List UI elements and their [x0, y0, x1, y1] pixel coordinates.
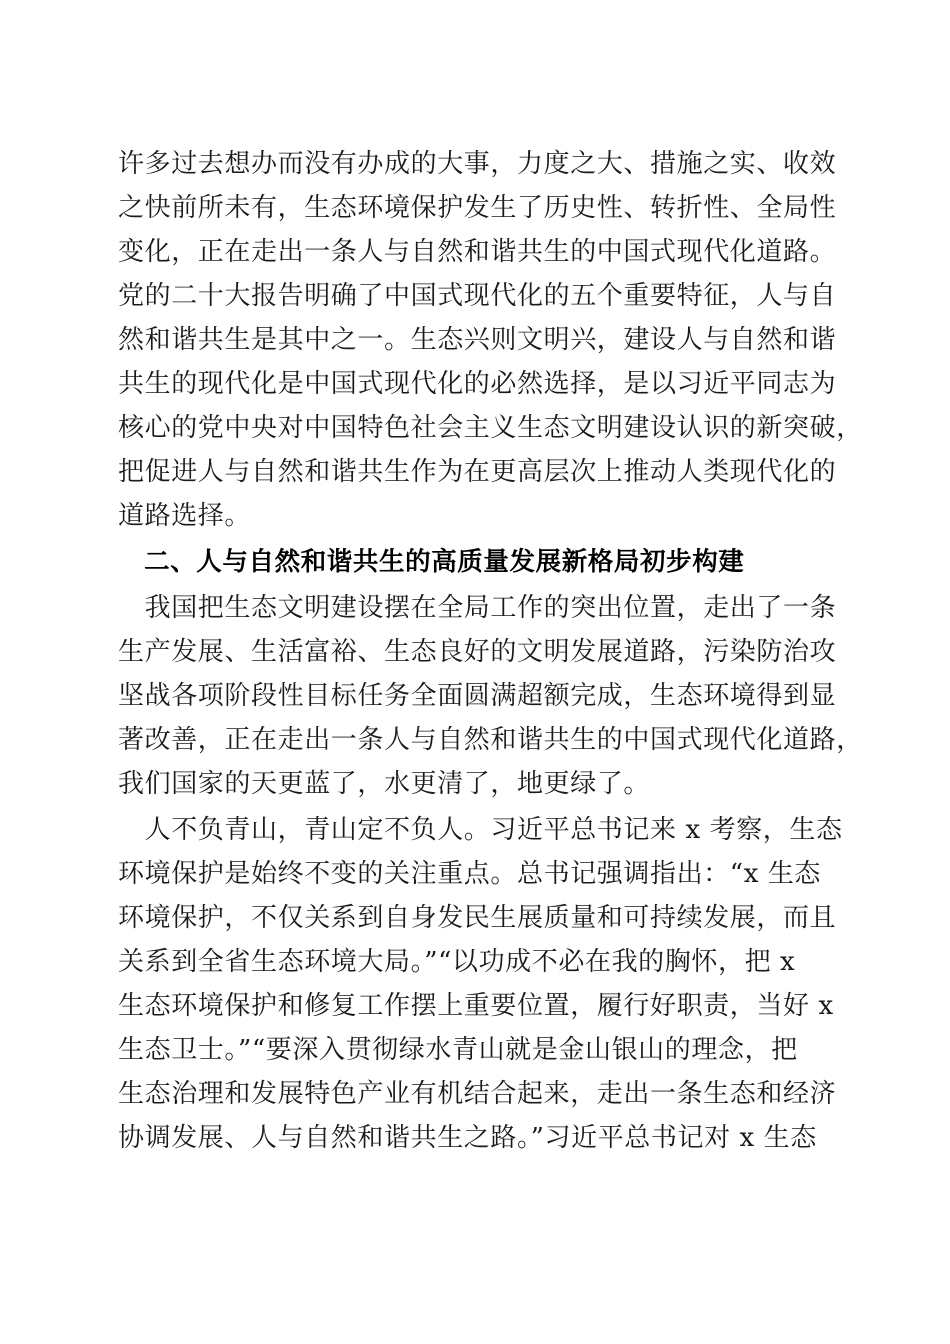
body-text-line: 坚战各项阶段性目标任务全面圆满超额完成，生态环境得到显	[118, 681, 837, 711]
body-text-line: 协调发展、人与自然和谐共生之路。”习近平总书记对 x 生态	[118, 1123, 817, 1153]
body-text-line: 变化，正在走出一条人与自然和谐共生的中国式现代化道路。	[118, 237, 837, 267]
body-text-line: 关系到全省生态环境大局。”“以功成不必在我的胸怀，把 x	[118, 947, 796, 977]
body-text-line: 环境保护，不仅关系到自身发民生展质量和可持续发展，而且	[118, 903, 837, 933]
body-text-line: 生态环境保护和修复工作摆上重要位置，履行好职责，当好 x	[118, 991, 834, 1021]
body-text-line: 核心的党中央对中国特色社会主义生态文明建设认识的新突破，	[118, 413, 863, 443]
body-text-line: 之快前所未有，生态环境保护发生了历史性、转折性、全局性	[118, 193, 837, 223]
body-text-line: 然和谐共生是其中之一。生态兴则文明兴，建设人与自然和谐	[118, 325, 837, 355]
body-text-line: 生态卫士。”“要深入贯彻绿水青山就是金山银山的理念，把	[118, 1035, 798, 1065]
body-text-line: 我们国家的天更蓝了，水更清了，地更绿了。	[118, 769, 651, 799]
section-heading: 二、人与自然和谐共生的高质量发展新格局初步构建	[118, 547, 745, 577]
body-text-line: 人不负青山，青山定不负人。习近平总书记来 x 考察，生态	[118, 815, 843, 845]
body-text-line: 共生的现代化是中国式现代化的必然选择，是以习近平同志为	[118, 369, 837, 399]
body-text-line: 我国把生态文明建设摆在全局工作的突出位置，走出了一条	[118, 593, 837, 623]
body-text-line: 生产发展、生活富裕、生态良好的文明发展道路，污染防治攻	[118, 637, 837, 667]
body-text-line: 把促进人与自然和谐共生作为在更高层次上推动人类现代化的	[118, 457, 837, 487]
body-text-line: 道路选择。	[118, 501, 252, 531]
body-text-line: 生态治理和发展特色产业有机结合起来，走出一条生态和经济	[118, 1079, 837, 1109]
body-text-line: 许多过去想办而没有办成的大事，力度之大、措施之实、收效	[118, 149, 837, 179]
body-text-line: 环境保护是始终不变的关注重点。总书记强调指出：“x 生态	[118, 859, 822, 889]
body-text-line: 党的二十大报告明确了中国式现代化的五个重要特征，人与自	[118, 281, 837, 311]
body-text-line: 著改善，正在走出一条人与自然和谐共生的中国式现代化道路，	[118, 725, 863, 755]
